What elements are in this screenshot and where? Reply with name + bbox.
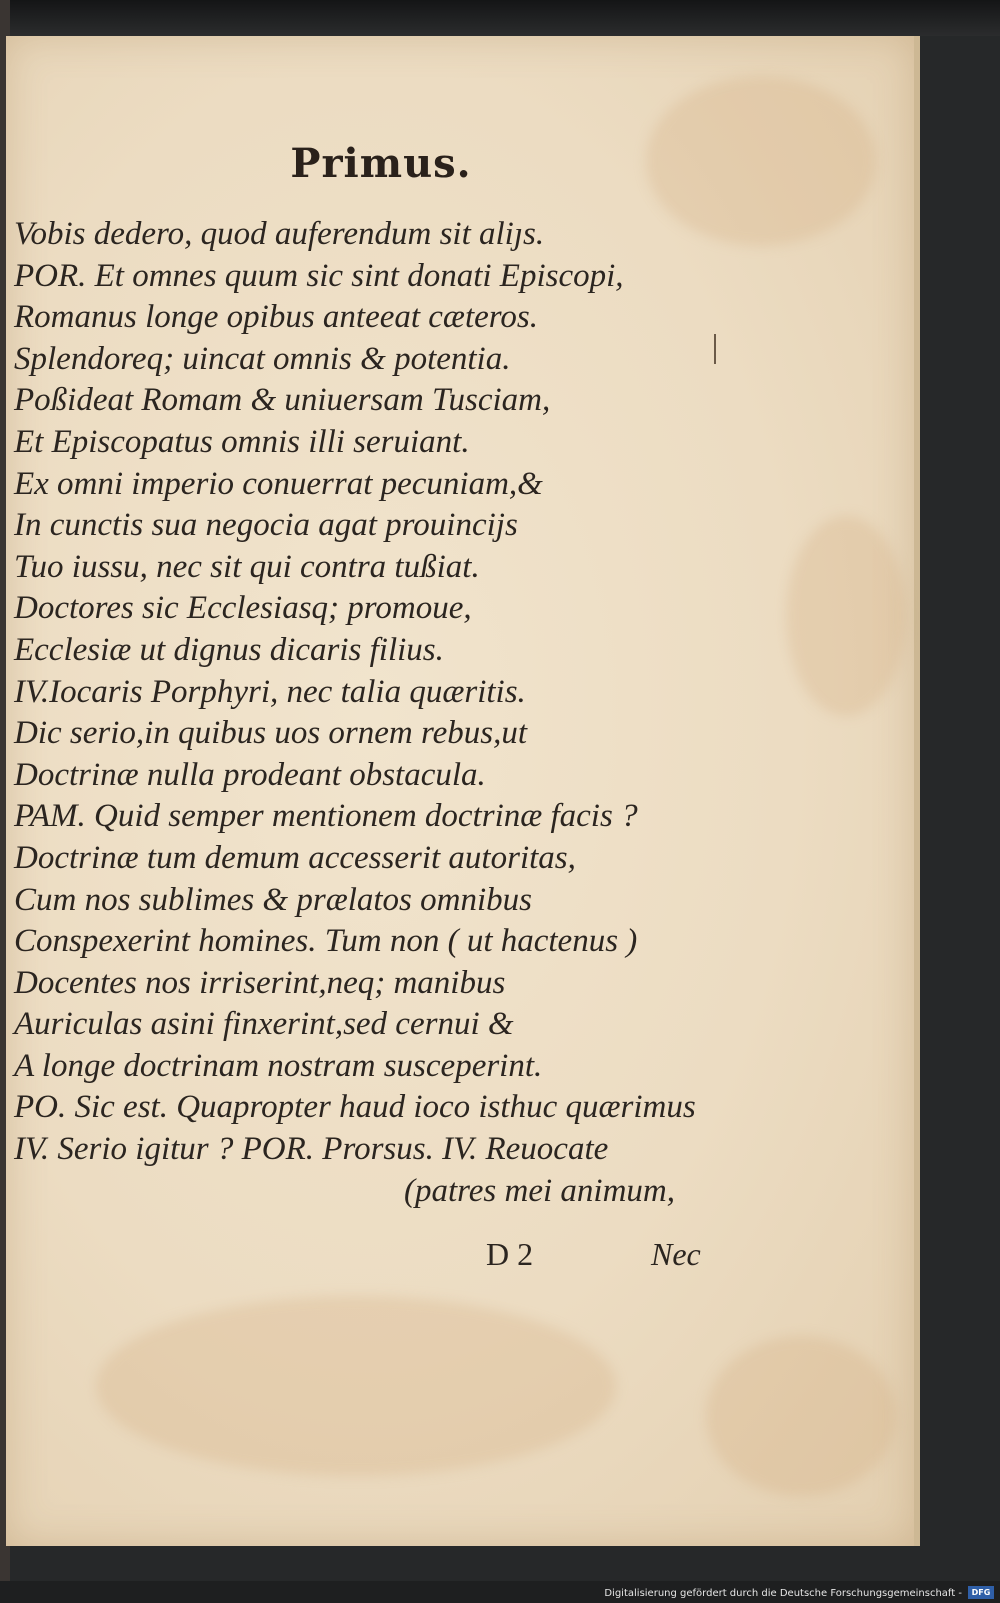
- text-line: Poßideat Romam & uniuersam Tusciam,: [14, 382, 551, 419]
- signature-mark: D 2: [486, 1236, 534, 1272]
- text-line: Doctores sic Ecclesiasq; promoue,: [14, 590, 472, 627]
- text-line: IV. Serio igitur ? POR. Prorsus. IV. Reuocate: [14, 1131, 609, 1168]
- text-line: Auriculas asini finxerint,sed cernui &: [14, 1006, 514, 1043]
- text-line: Splendoreq; uincat omnis & potentia.: [14, 340, 511, 377]
- page-footer: [6, 1236, 756, 1278]
- text-line: (patres mei animum,: [404, 1172, 675, 1209]
- text-line: Vobis dedero, quod auferendum sit aliȷs.: [14, 216, 545, 252]
- dfg-logo-icon: DFG: [968, 1586, 994, 1599]
- text-line: A longe doctrinam nostram susceperint.: [14, 1047, 543, 1084]
- text-line: PAM. Quid semper mentionem doctrinæ facis ?: [14, 798, 638, 835]
- paper-stain: [786, 516, 906, 716]
- text-line: Ex omni imperio conuerrat pecuniam,&: [14, 465, 543, 502]
- text-line: Ecclesiæ ut dignus dicaris filius.: [14, 631, 444, 668]
- catchword: Nec: [651, 1236, 701, 1272]
- verse-text: [14, 214, 754, 1212]
- paper-stain: [96, 1296, 616, 1476]
- funding-credit: Digitalisierung gefördert durch die Deutsche Forschungsgemeinschaft -: [604, 1588, 962, 1599]
- text-line: IV.Iocaris Porphyri, nec talia quæritis.: [14, 673, 526, 710]
- text-line: Tuo iussu, nec sit qui contra tußiat.: [14, 548, 480, 585]
- text-line: Dic serio,in quibus uos ornem rebus,ut: [14, 715, 528, 752]
- text-line: In cunctis sua negocia agat prouincijs: [14, 507, 518, 544]
- text-line: Cum nos sublimes & prælatos omnibus: [14, 881, 532, 918]
- text-line: Docentes nos irriserint,neq; manibus: [14, 964, 506, 1001]
- text-line: Romanus longe opibus anteeat cæteros.: [14, 299, 538, 336]
- text-line: PO. Sic est. Quapropter haud ioco isthuc quærimus: [14, 1089, 696, 1126]
- text-line: Et Episcopatus omnis illi seruiant.: [14, 423, 470, 460]
- text-line: Doctrinæ tum demum accesserit autoritas,: [14, 839, 576, 876]
- running-title: Primus.: [290, 140, 472, 187]
- scan-top-shadow: [0, 0, 1000, 36]
- paper-stain: [706, 1336, 896, 1496]
- text-line: Doctrinæ nulla prodeant obstacula.: [14, 756, 486, 793]
- text-line: Conspexerint homines. Tum non ( ut hactenus ): [14, 923, 638, 960]
- text-line: POR. Et omnes quum sic sint donati Episcopi,: [14, 257, 624, 294]
- book-page: [6, 36, 920, 1546]
